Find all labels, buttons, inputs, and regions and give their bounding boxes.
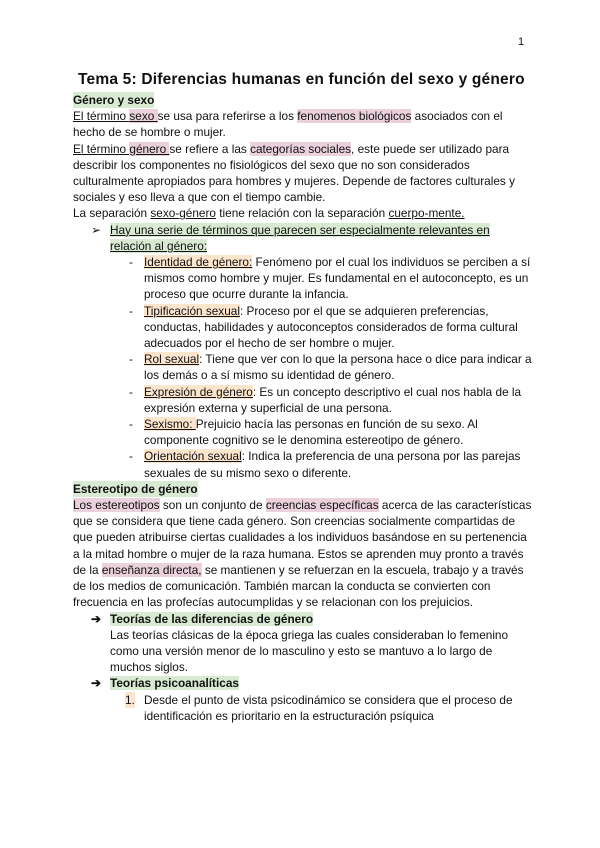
- arrow-right-icon: ➔: [91, 611, 101, 626]
- page-number: 1: [518, 36, 525, 48]
- text: El término: [73, 109, 130, 124]
- list-item: [73, 303, 533, 352]
- list-item: [73, 416, 533, 448]
- list-item: [73, 254, 533, 303]
- paragraph-genero: [73, 141, 533, 206]
- subheading-teorias-psicoanaliticas: [73, 675, 533, 691]
- dash-bullet: -: [129, 384, 133, 399]
- highlight-term: creencias específicas: [265, 498, 379, 513]
- text: se mantienen y se refuerzan en la escuela, trabajo y a través de los medios de comunicación. También marcan la conducta se convierten con frecuencia en las profecías autocumplidas y se relacionan con los prejuicios.: [73, 562, 524, 610]
- text: La separación: [73, 206, 151, 221]
- text: son un conjunto de: [159, 498, 266, 513]
- list-item: [73, 448, 533, 480]
- highlight-term: enseñanza directa,: [101, 562, 202, 577]
- arrow-bullet-icon: ➢: [91, 222, 101, 237]
- terms-list: [73, 254, 533, 481]
- term-text: Fenómeno por el cual los individuos se perciben a sí mismos como hombre y mujer. Es fundamental en el autoconcepto, es un proceso que ocurre durante la infancia.: [144, 255, 531, 302]
- text: se refiere a las: [169, 141, 251, 156]
- dash-bullet: -: [129, 417, 133, 432]
- paragraph-sexo: [73, 108, 533, 140]
- term: Orientación sexual: [144, 449, 242, 464]
- subheading-teorias-diferencias: [73, 611, 533, 627]
- list-item: [73, 351, 533, 383]
- highlight-term: Los estereotipos: [73, 498, 160, 513]
- section-heading-estereotipo: Estereotipo de género: [73, 481, 198, 496]
- term: Expresión de género: [144, 384, 253, 399]
- numbered-list: [73, 692, 533, 724]
- term: Rol sexual: [144, 352, 200, 367]
- section-heading-genero-sexo: Género y sexo: [73, 93, 155, 107]
- list-item: [73, 692, 533, 724]
- highlight-term: fenomenos biológicos: [297, 109, 412, 124]
- document-title: Tema 5: Diferencias humanas en función del sexo y género: [78, 71, 525, 88]
- list-item-text: Desde el punto de vista psicodinámico se considera que el proceso de identificación es prioritario en la estructuración psíquica: [144, 692, 513, 723]
- dash-bullet: -: [129, 449, 133, 464]
- term-text: Prejuicio hacía las personas en función de su sexo. Al componente cognitivo se le denomina estereotipo de género.: [144, 417, 478, 448]
- term-text: : Tiene que ver con lo que la persona hace o dice para indicar a los demás o a sí mismo su identidad de género.: [144, 352, 532, 383]
- arrow-item-text: Hay una serie de términos que parecen ser especialmente relevantes en relación al género:: [110, 222, 490, 253]
- term-text: : Indica la preferencia de una persona por las parejas sexuales de su mismo sexo o diferente.: [144, 449, 521, 480]
- paragraph-separacion: [73, 205, 533, 221]
- underlined-term: cuerpo-mente.: [388, 206, 465, 221]
- list-number: 1.: [125, 692, 135, 707]
- document-body: [73, 92, 533, 724]
- dash-bullet: -: [129, 303, 133, 318]
- term: Identidad de género:: [144, 255, 253, 270]
- highlight-term: categorías sociales: [250, 141, 352, 156]
- text: asociados con el hecho de se hombre o mujer.: [73, 109, 503, 140]
- paragraph-estereotipos: [73, 497, 533, 610]
- text: acerca de las características que se considera que tiene cada género. Son creencias socialmente compartidas de que pueden atribuirse ciertas cualidades a los individuos basándose en su pertenencia a la mitad hombre o mujer de la raza humana. Estos se aprenden muy pronto a través de la: [73, 498, 532, 577]
- highlight-term: sexo: [129, 109, 158, 124]
- term-text: : Proceso por el que se adquieren preferencias, conductas, habilidades y autoconceptos considerados de forma cultural adecuados por el hecho de ser hombre o mujer.: [144, 303, 518, 351]
- paragraph-teorias-clasicas: Las teorías clásicas de la época griega las cuales consideraban lo femenino como una versión menor de lo masculino y esto se mantuvo a lo largo de muchos siglos.: [110, 627, 509, 675]
- term: Tipificación sexual: [144, 303, 240, 318]
- text: se usa para referirse a los: [157, 109, 298, 124]
- underlined-term: sexo-género: [150, 206, 216, 221]
- arrow-list-item: [73, 222, 533, 254]
- subheading-text: Teorías de las diferencias de género: [110, 611, 314, 626]
- highlight-term: género: [129, 141, 170, 156]
- text: El término: [73, 141, 130, 156]
- term: Sexismo:: [144, 417, 196, 432]
- list-item: [73, 384, 533, 416]
- arrow-right-icon: ➔: [91, 676, 101, 691]
- dash-bullet: -: [129, 352, 133, 367]
- text: , este puede ser utilizado para describir los componentes no fisiológicos del sexo que no son considerados culturalmente apropiados para hombres y mujeres. Depende de factores culturales y sociales y eso lleva a que con el tiempo cambie.: [73, 141, 515, 205]
- term-text: : Es un concepto descriptivo el cual nos habla de la expresión externa y superficial de una persona.: [144, 384, 522, 415]
- subheading-text: Teorías psicoanalíticas: [110, 676, 239, 691]
- dash-bullet: -: [129, 255, 133, 270]
- text: tiene relación con la separación: [215, 206, 389, 221]
